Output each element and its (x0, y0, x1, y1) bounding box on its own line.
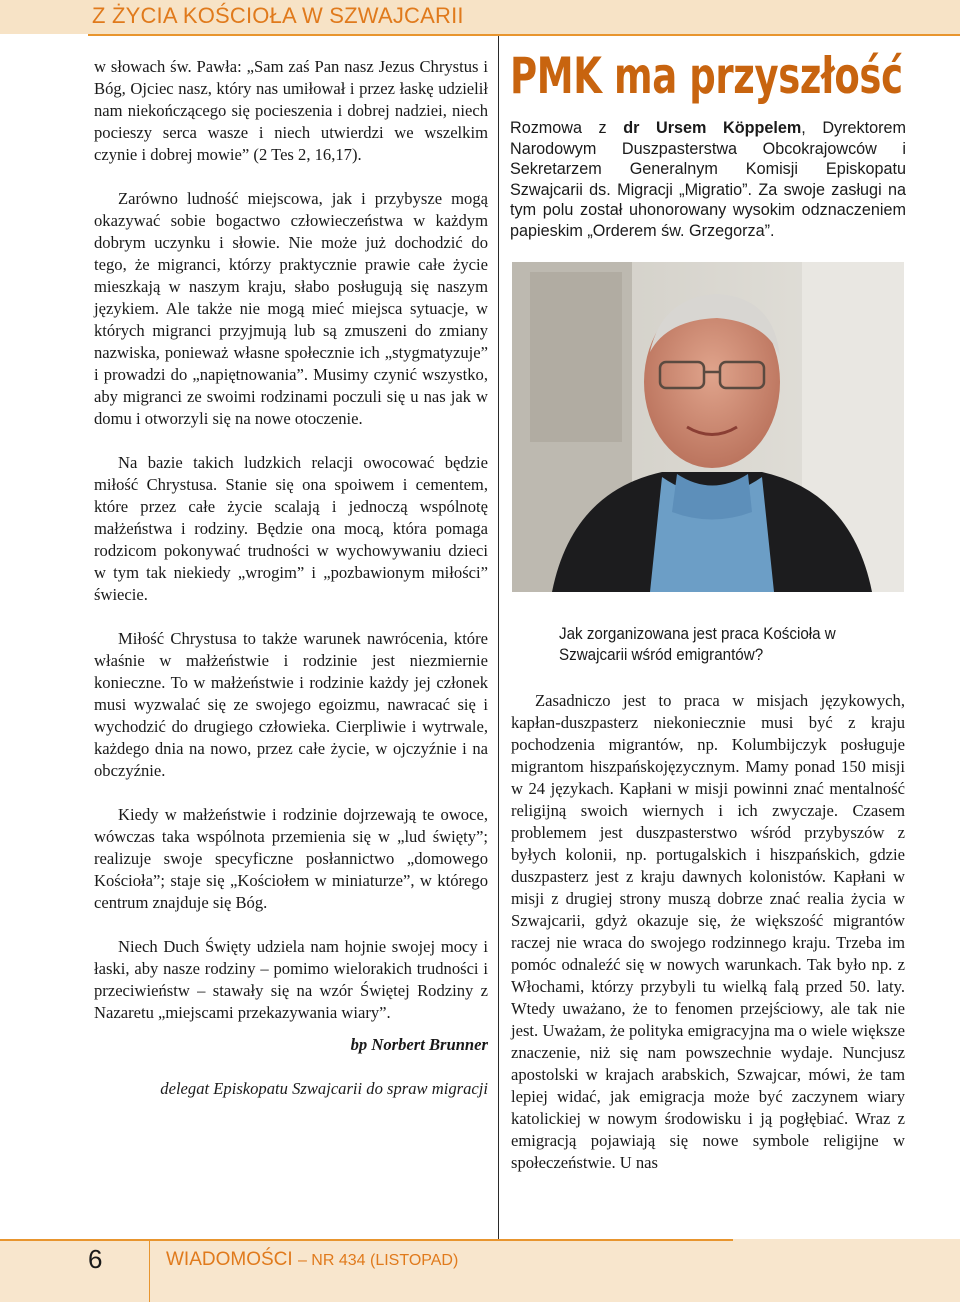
paragraph: Kiedy w małżeństwie i rodzinie dojrzewają te owoce, wówczas taka wspólnota przemienia się w „lud święty”; realizuje swoje specyficzne posłannictwo „domowego Kościoła”; staje się „Kościołem w miniaturze”, w którego centrum znajduje się Bóg. (94, 805, 488, 912)
left-column (94, 56, 488, 1122)
portrait-illustration (512, 262, 904, 592)
section-title: Z ŻYCIA KOŚCIOŁA W SZWAJCARII (92, 3, 464, 28)
lead-text: Rozmowa z (510, 119, 624, 137)
paragraph: Niech Duch Święty udziela nam hojnie swojej mocy i łaski, aby nasze rodziny – pomimo wielorakich trudności i przeciwieństw – stawały się na wzór Świętej Rodziny z Nazaretu „miejscami przekazywania wiary”. (94, 937, 488, 1022)
lead-text: , Dyrektorem Narodowym Duszpasterstwa Obcokrajowców i Sekretarzem Generalnym Komisji Episkopatu Szwajcarii ds. Migracji „Migratio”. Za swoje zasługi na tym polu został uhonorowany wysokim odznaczeniem papieskim „Orderem św. Grzegorza”. (510, 119, 906, 240)
publication-name: WIADOMOŚCI (166, 1249, 293, 1270)
interview-answer: Zasadniczo jest to praca w misjach językowych, kapłan-duszpasterz niekoniecznie musi być z kraju pochodzenia migrantów, np. Kolumbijczyk posługuje migrantom hiszpańskojęzycznym. Mamy ponad 150 misji w 24 językach. Kapłani w misji powinni znać mentalność religijną swoich wiernych i ich zwyczaje. Czasem problemem jest duszpasterstwo wśród przybyszów z byłych kolonii, np. portugalskich i hiszpańskich, gdzie duszpasterz jest z kraju dawnych kolonistów. Kapłani w misji z drugiej strony muszą dobrze znać realia życia w Szwajcarii, gdyż okazuje się, że większość migrantów raczej nie wraca do swojego rodzinnego kraju. Trzeba im pomóc odnaleźć się w nowych warunkach. Tak było np. z Włochami, którzy przybyli tu wielką falą przed 50. laty. Wtedy uważano, że to fenomen przejściowy, ale tak nie jest. Uważam, że polityka emigracyjna ma o wiele większe znaczenie, niż się nam powszechnie wydaje. Nuncjusz apostolski w krajach arabskich, Szwajcar, mówi, że tam lepiej widać, jak emigracja może być zaczynem wiary katolickiej w nowym środowisku i ją pogłębiać. Wraz z emigracją pojawiają się nowe symbole religijne w społeczeństwie. U nas (511, 691, 905, 1172)
paragraph: Na bazie takich ludzkich relacji owocować będzie miłość Chrystusa. Stanie się ona spoiwem i cementem, które przez całe życie scalają i jednoczą wspólnotę małżeństwa i rodziny. Będzie ona mocą, która pomaga rodzicom pokonywać trudności w wychowywaniu dzieci w tym tak niekiedy „wrogim” i „pozbawionym miłości” świecie. (94, 453, 488, 604)
publication-info (166, 1249, 458, 1271)
footer-rule (0, 1239, 733, 1241)
paragraph: Zarówno ludność miejscowa, jak i przybysze mogą okazywać sobie bogactwo człowieczeństwa w każdym dobrym uczynku i słowie. Nie może już dochodzić do tego, że migranci, którzy praktycznie prawie całe życie mieszkają w naszym kraju, słabo posługują się naszym językiem. Ale także nie mogą mieć miejsca sytuacje, w których migranci przyjmują lub są zmuszeni do zmiany nazwiska, ponieważ własne społecznie ich „stygmatyzuje” i prowadzi do „napiętnowania”. Musimy czynić wszystko, aby migranci ze swoimi rodzinami poczuli się u nas jak w domu i otworzyli się na nowe otoczenie. (94, 189, 488, 428)
interview-question: Jak zorganizowana jest praca Kościoła w Szwajcarii wśród emigrantów? (559, 625, 836, 664)
right-column (510, 44, 906, 241)
footer-bar (0, 1239, 960, 1302)
article-lead (510, 118, 906, 241)
issue-number: – NR 434 (LISTOPAD) (297, 1252, 459, 1269)
article-headline: PMK ma przyszłość (510, 47, 903, 105)
page-number: 6 (88, 1244, 103, 1274)
interviewee-photo (512, 262, 904, 592)
signature-name-text: bp Norbert Brunner (350, 1035, 488, 1054)
column-divider (498, 36, 499, 1240)
header-rule (88, 34, 960, 36)
signature-role: delegat Episkopatu Szwajcarii do spraw migracji (160, 1079, 488, 1098)
interviewee-name: dr Ursem Köppelem (623, 119, 802, 137)
signature-name (94, 1034, 488, 1056)
paragraph: Miłość Chrystusa to także warunek nawrócenia, które właśnie w małżeństwie i rodzinie jest niezmiernie konieczne. To w małżeństwie i rodzinie każdy jej członek musi wyzwalać się ze swojego egoizmu, nawracać się i wychodzić do drugiego człowieka. Cierpliwie i wytrwale, każdego dnia na nowo, przez całe życie, w ojczyźnie i na obczyźnie. (94, 629, 488, 780)
paragraph: w słowach św. Pawła: „Sam zaś Pan nasz Jezus Chrystus i Bóg, Ojciec nasz, który nas umiłował i przez łaskę udzielił nam niekończącego się pocieszenia i dobrej nadziei, niech pocieszy serca wasze i niech utwierdzi we wszelkim czynie i dobrej mowie” (2 Tes 2, 16,17). (94, 57, 488, 164)
footer-divider (149, 1239, 150, 1302)
